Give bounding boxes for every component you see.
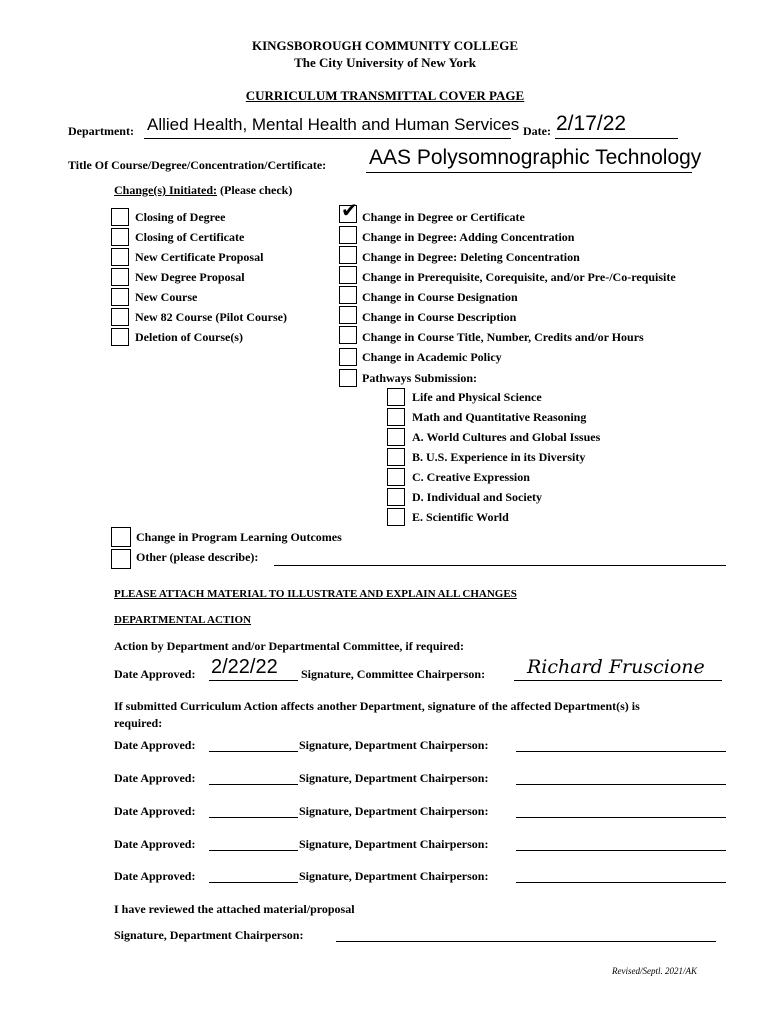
affected-date-label: Date Approved: [114, 869, 196, 883]
label-deletion-of-courses: Deletion of Course(s) [135, 330, 243, 344]
label-math-and-quantitative-reasoning: Math and Quantitative Reasoning [412, 410, 587, 424]
title-field[interactable]: AAS Polysomnographic Technology [369, 146, 702, 169]
checkbox-new-certificate-proposal[interactable] [111, 248, 129, 266]
title-underline [366, 172, 692, 173]
checkbox-new-82-course[interactable] [111, 308, 129, 326]
checkbox-pathways-submission[interactable] [339, 369, 357, 387]
label-scientific-world: E. Scientific World [412, 510, 509, 524]
checkbox-change-in-prerequisite[interactable] [339, 266, 357, 284]
other-description-field[interactable] [274, 565, 726, 566]
checkbox-change-in-degree-or-certificate[interactable] [339, 198, 358, 223]
affected-sig-label: Signature, Department Chairperson: [299, 869, 489, 883]
form-title: CURRICULUM TRANSMITTAL COVER PAGE [245, 88, 525, 103]
affected-sig-label: Signature, Department Chairperson: [299, 738, 489, 752]
departmental-action-heading: DEPARTMENTAL ACTION [114, 614, 252, 626]
committee-sig-label: Signature, Committee Chairperson: [301, 667, 486, 681]
affected-sig-label: Signature, Department Chairperson: [299, 771, 489, 785]
affected-sig-field[interactable] [516, 882, 726, 883]
committee-signature[interactable]: Richard Fruscione [527, 656, 705, 678]
review-sig-field[interactable] [336, 941, 716, 942]
checkbox-creative-expression[interactable] [387, 468, 405, 486]
label-change-in-degree-or-certificate: Change in Degree or Certificate [362, 210, 525, 224]
dept-date-underline [209, 680, 298, 681]
checkbox-us-experience[interactable] [387, 448, 405, 466]
label-new-course: New Course [135, 290, 198, 304]
label-individual-and-society: D. Individual and Society [412, 490, 543, 504]
checkbox-new-degree-proposal[interactable] [111, 268, 129, 286]
department-field[interactable]: Allied Health, Mental Health and Human Services [147, 115, 520, 134]
label-world-cultures: A. World Cultures and Global Issues [412, 430, 601, 444]
label-change-in-academic-policy: Change in Academic Policy [362, 350, 502, 364]
label-change-in-prerequisite: Change in Prerequisite, Corequisite, and/or Pre-/Co-requisite [362, 270, 676, 284]
university-name: The City University of New York [294, 55, 476, 70]
label-creative-expression: C. Creative Expression [412, 470, 530, 484]
committee-sig-underline [514, 680, 722, 681]
label-change-in-course-description: Change in Course Description [362, 310, 517, 324]
label-other: Other (please describe): [136, 550, 259, 564]
affected-date-field[interactable] [209, 882, 298, 883]
label-us-experience: B. U.S. Experience in its Diversity [412, 450, 586, 464]
checkbox-life-and-physical-science[interactable] [387, 388, 405, 406]
changes-heading [114, 183, 292, 198]
checkbox-scientific-world[interactable] [387, 508, 405, 526]
changes-heading-note: (Please check) [220, 183, 293, 197]
department-label: Department: [68, 124, 134, 138]
affected-sig-field[interactable] [516, 751, 726, 752]
college-name: KINGSBOROUGH COMMUNITY COLLEGE [251, 38, 519, 53]
affected-date-field[interactable] [209, 751, 298, 752]
title-label: Title Of Course/Degree/Concentration/Certificate: [68, 158, 327, 172]
checkbox-program-learning-outcomes[interactable] [111, 527, 131, 547]
date-field[interactable]: 2/17/22 [556, 112, 627, 135]
label-deleting-concentration: Change in Degree: Deleting Concentration [362, 250, 580, 264]
review-sig-label: Signature, Department Chairperson: [114, 928, 304, 942]
label-change-in-course-designation: Change in Course Designation [362, 290, 518, 304]
affected-sig-field[interactable] [516, 784, 726, 785]
label-program-learning-outcomes: Change in Program Learning Outcomes [136, 530, 342, 544]
label-closing-of-degree: Closing of Degree [135, 210, 226, 224]
affected-date-label: Date Approved: [114, 804, 196, 818]
affected-sig-label: Signature, Department Chairperson: [299, 804, 489, 818]
date-underline [555, 138, 678, 139]
label-change-in-course-title: Change in Course Title, Number, Credits and/or Hours [362, 330, 644, 344]
checkbox-individual-and-society[interactable] [387, 488, 405, 506]
checkbox-math-and-quantitative-reasoning[interactable] [387, 408, 405, 426]
date-label: Date: [523, 124, 551, 138]
department-underline [144, 138, 511, 139]
checkbox-closing-of-degree[interactable] [111, 208, 129, 226]
checkbox-new-course[interactable] [111, 288, 129, 306]
affected-note-line1: If submitted Curriculum Action affects another Department, signature of the affected Department(s) is [114, 699, 640, 713]
affected-sig-field[interactable] [516, 817, 726, 818]
label-life-and-physical-science: Life and Physical Science [412, 390, 542, 404]
affected-date-label: Date Approved: [114, 738, 196, 752]
departmental-action-intro: Action by Department and/or Departmental Committee, if required: [114, 639, 464, 653]
revised-note: Revised/Septl. 2021/AK [612, 966, 697, 976]
checkbox-deleting-concentration[interactable] [339, 246, 357, 264]
affected-sig-field[interactable] [516, 850, 726, 851]
affected-note-line2: required: [114, 716, 163, 730]
affected-date-label: Date Approved: [114, 837, 196, 851]
affected-date-label: Date Approved: [114, 771, 196, 785]
dept-date-label: Date Approved: [114, 667, 196, 681]
label-adding-concentration: Change in Degree: Adding Concentration [362, 230, 575, 244]
checkbox-world-cultures[interactable] [387, 428, 405, 446]
label-closing-of-certificate: Closing of Certificate [135, 230, 245, 244]
attach-note: PLEASE ATTACH MATERIAL TO ILLUSTRATE AND EXPLAIN ALL CHANGES [114, 588, 517, 600]
affected-sig-label: Signature, Department Chairperson: [299, 837, 489, 851]
checkbox-deletion-of-courses[interactable] [111, 328, 129, 346]
checkbox-change-in-course-designation[interactable] [339, 286, 357, 304]
checkmark-icon: ✔ [341, 198, 358, 222]
checkbox-closing-of-certificate[interactable] [111, 228, 129, 246]
affected-date-field[interactable] [209, 784, 298, 785]
checkbox-change-in-course-title[interactable] [339, 326, 357, 344]
checkbox-other[interactable] [111, 549, 131, 569]
label-pathways-submission: Pathways Submission: [362, 371, 478, 385]
affected-date-field[interactable] [209, 850, 298, 851]
label-new-certificate-proposal: New Certificate Proposal [135, 250, 264, 264]
label-new-82-course: New 82 Course (Pilot Course) [135, 310, 287, 324]
checkbox-change-in-academic-policy[interactable] [339, 348, 357, 366]
changes-heading-label: Change(s) Initiated: [114, 183, 218, 197]
checkbox-adding-concentration[interactable] [339, 226, 357, 244]
label-new-degree-proposal: New Degree Proposal [135, 270, 245, 284]
dept-date-field[interactable]: 2/22/22 [211, 656, 278, 678]
checkbox-change-in-course-description[interactable] [339, 306, 357, 324]
review-statement: I have reviewed the attached material/proposal [114, 902, 355, 916]
affected-date-field[interactable] [209, 817, 298, 818]
